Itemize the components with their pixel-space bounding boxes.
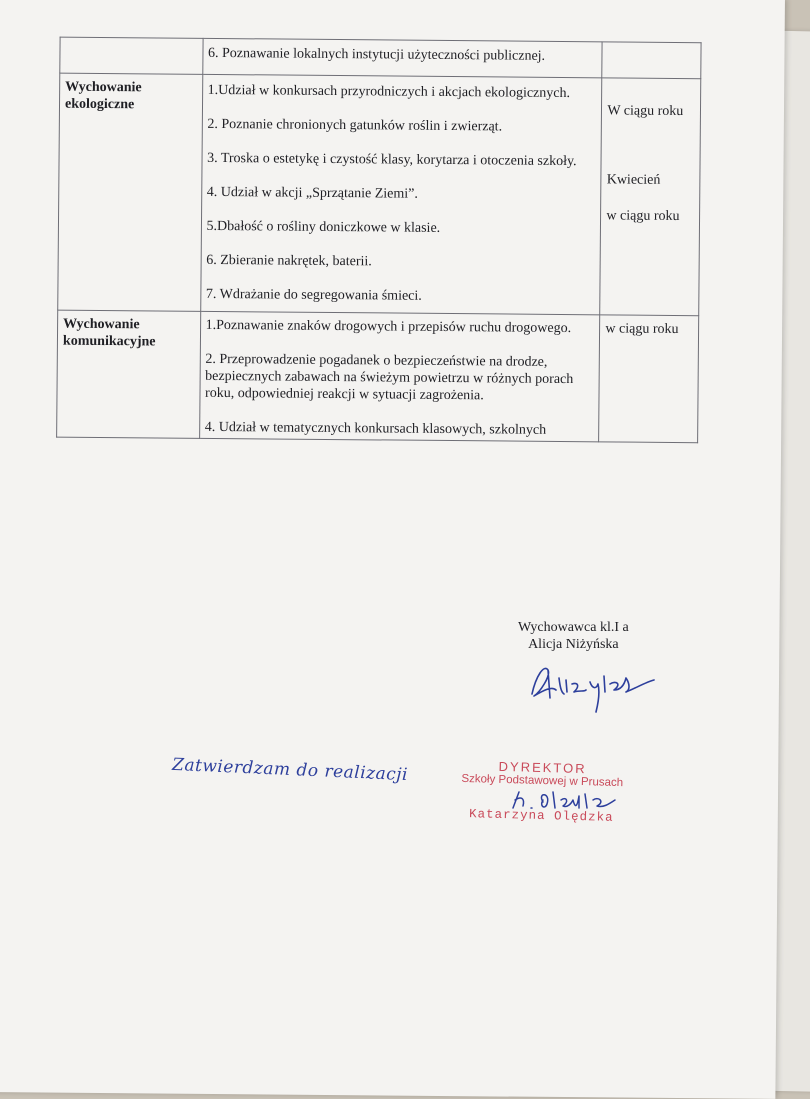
approval-handwritten-note: Zatwierdzam do realizacji [171,754,409,786]
teacher-signature-block [518,619,629,653]
activity-item: 7. Wdrażanie do segregowania śmieci. [205,286,422,304]
stamp-school: Szkoły Podstawowej w Prusach [461,772,624,790]
table-row [58,73,701,316]
table-row [60,37,701,79]
director-handwritten-signature [505,786,620,816]
category-cell-empty [60,37,203,74]
activity-cell [200,74,602,314]
time-label: W ciągu roku [607,103,684,120]
education-plan-table [56,37,701,444]
time-label: w ciągu roku [605,321,679,338]
plan-table-container [56,37,701,444]
table-row [57,310,699,443]
activity-item: 4. Udział w tematycznych konkursach klasowych, szkolnych [204,419,547,438]
activity-item: 3. Troska o estetykę i czystość klasy, korytarza i otoczenia szkoły. [207,150,577,170]
activity-item: 2. Poznanie chronionych gatunków roślin i zwierząt. [207,116,503,135]
teacher-handwritten-signature [526,656,661,718]
stamp-name: Katarzyna Olędzka [468,807,614,825]
time-cell [600,78,701,316]
time-label: w ciągu roku [606,208,680,225]
stamp-title: DYREKTOR [498,758,587,777]
activity-item: 4. Udział w akcji „Sprzątanie Ziemi”. [206,184,418,202]
activity-cell [199,311,600,441]
activity-item: 1.Udział w konkursach przyrodniczych i akcjach ekologicznych. [207,82,571,102]
time-label: Kwiecień [606,172,661,188]
time-cell-empty [602,42,701,79]
activity-item: 1.Poznawanie znaków drogowych i przepisów ruchu drogowego. [205,317,572,337]
activity-item: 6. Poznawanie lokalnych instytucji użyteczności publicznej. [207,45,546,64]
teacher-role: Wychowawca kl.I a [518,620,629,635]
activity-item: 6. Zbieranie nakrętek, baterii. [206,252,372,270]
teacher-name: Alicja Niżyńska [528,637,619,652]
category-cell: Wychowanie komunikacyjne [57,310,201,438]
time-cell [599,315,699,443]
activity-item: 2. Przeprowadzenie pogadanek o bezpieczeństwie na drodze, bezpiecznych zabawach na świeżym powietrzu w różnych porach roku, odpowiedniej reakcji w sytuacji zagrożenia. [205,351,574,404]
category-cell: Wychowanie ekologiczne [58,73,203,311]
activity-cell [202,38,602,77]
activity-item: 5.Dbałość o rośliny doniczkowe w klasie. [206,218,441,236]
